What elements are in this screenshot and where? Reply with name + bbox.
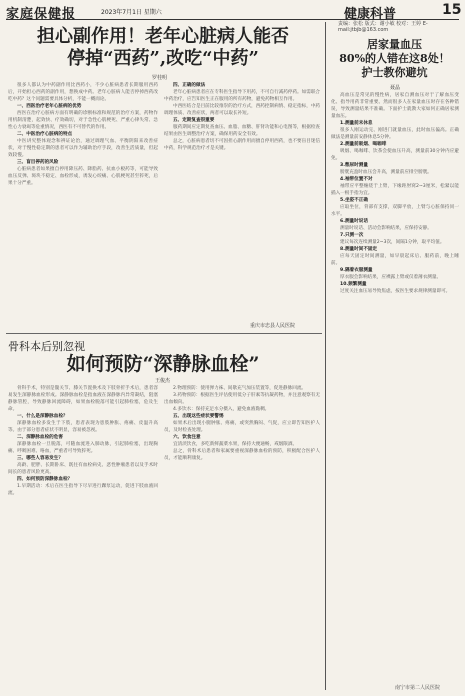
subheading: 三、盲目停药的风险 [17,160,59,165]
article2-kicker: 骨科本后别忽视 [8,340,85,353]
subheading: 4.袖带位置不对 [340,177,373,182]
article3-title-line1: 居家量血压 [367,38,422,51]
paragraph: 深静脉血栓一旦脱落，可随血流进入肺动脉，引起肺栓塞，出现胸痛、呼吸困难、咯血，严重者可导致猝死。 [8,442,158,454]
article2-column1 [8,385,158,689]
paragraph: 很多人都认为中药副作用比西药小，不少心脏病患者长期服用西药后，开始担心西药的副作用，想换成中药。老年心脏病人能否停掉西药改吃中药？这个问题需要具体分析，不能一概而论。 [8,83,158,102]
subheading: 四、如何预防深静脉血栓？ [17,477,73,482]
newspaper-name: 家庭保健报 [6,7,77,22]
paragraph: 骨科手术，特别是髋关节、膝关节置换术及下肢骨折手术后，患者容易发生深静脉血栓形成。深静脉血栓是指血液在深静脉内异常凝结，阻塞静脉管腔，导致静脉回流障碍，如果血栓脱落可能引起肺栓塞，危及生命。 [8,386,158,412]
article1-title-line2: 停掉“西药”,改吃“中药” [67,48,259,69]
paragraph: 中西医结合是目前比较推崇的治疗方式，西药控制病情、稳定指标，中药调理体质、改善症状，两者可以取长补短。 [164,104,320,116]
article3-source: 南宁市第二人民医院 [395,685,441,691]
subheading: 7.只测一次 [340,233,364,238]
subheading: 8.测量时间不固定 [340,247,378,252]
paragraph: 心脏病患者如果擅自停用降压药、降脂药、抗血小板药等，可能导致血压反弹、斑块不稳定、血栓形成，诱发心绞痛、心肌梗死甚至猝死，后果十分严重。 [8,167,158,186]
subheading: 三、哪些人容易发生？ [17,456,63,461]
paragraph: 应取坐位，背部有支撑，双脚平放，上臂与心脏保持同一水平。 [331,205,459,217]
article1-author: 罗桂明 [152,75,168,81]
paragraph: 测量时说话、活动会影响结果，应保持安静。 [340,226,432,231]
section-rule [6,333,322,334]
page-number: 15 [442,2,462,18]
paragraph: 3.药物预防：根据医生评估使用低分子肝素等抗凝药物，并注意观察有无出血倾向。 [164,393,320,405]
paragraph: 深静脉血栓多发生于下肢，患者表现为患肢肿胀、疼痛、皮温升高等。由于部分患者症状不明显，容易被忽视。 [8,421,158,433]
paragraph: 膀胱充盈时血压会升高，测量前应排空膀胱。 [340,170,432,175]
article1-column2 [164,82,320,318]
paragraph: 袖带应平整缠绕于上臂，下缘距肘窝2~3厘米，松紧以能插入一根手指为宜。 [331,184,459,196]
editor-line: 责编：张松 版式：谢小敏 校对：王婷 E-mail:jtbjb@163.com [338,21,428,33]
article1-headline [6,26,320,70]
subheading: 六、饮食注意 [173,435,201,440]
subheading: 四、正确的做法 [173,83,206,88]
subheading: 二、深静脉血栓的危害 [17,435,63,440]
subheading: 9.隔着衣服测量 [340,268,373,273]
paragraph: 过度关注血压易导致焦虑，按医生要求规律测量即可。 [340,289,451,294]
subheading: 五、出现这些症状要警惕 [173,414,224,419]
column-divider [325,22,326,690]
paragraph: 高血压是常见的慢性病，居家自测血压对于了解血压变化、指导用药非常重要。然而很多人在家量血压时存在各种错误，导致测量结果不准确。下面护士就教大家如何正确居家测量血压。 [331,93,459,119]
article2-headline: 如何预防“深静脉血栓” [66,353,260,375]
article2-author: 王俊杰 [155,378,171,384]
paragraph: 1.早期活动：术后在医生指导下尽早进行踝泵运动，促进下肢血液回流。 [8,484,158,496]
paragraph: 总之，心脏病患者切不可因担心副作用而擅自停用西药，也不要盲目迷信中药，科学规范治疗才是关键。 [164,139,320,151]
subheading: 3.憋尿时测量 [340,163,368,168]
article3-author: 聂晶 [390,85,401,91]
article1-column1 [8,82,158,326]
page-header [6,2,462,22]
article3-body [331,92,459,680]
subheading: 5.坐姿不正确 [340,198,368,203]
paragraph: 西医在治疗心脏病方面有明确的诊断标准和规范的治疗方案，药物作用机制清楚，起效快、疗效确切，对于急性心肌梗死、严重心律失常、急性心力衰竭等危重情况，西医有不可替代的作用。 [8,111,158,130]
paragraph: 服药期间应定期复查血压、血脂、血糖、肝肾功能和心电图等，根据检查结果由医生调整治疗方案，确保用药安全有效。 [164,125,320,137]
paragraph: 如果术后出现小腿肿胀、疼痛，或突然胸闷、气促，应立即告知医护人员，及时检查处理。 [164,421,320,433]
paragraph: 中医讲究整体观念和辨证论治，通过调理气血、平衡阴阳来改善症状，对于慢性稳定期的患者可以作为辅助治疗手段，改善生活质量，但起效较慢。 [8,139,158,158]
article1-source: 重庆市忠县人民医院 [250,323,296,329]
paragraph: 2.物理预防：使用弹力袜、间歇充气加压装置等，促进静脉回流。 [173,386,307,391]
paragraph: 老年心脏病患者应在专科医生指导下用药，不可自行减药停药。如需联合中药治疗，应告知医生正在服用的所有药物，避免药物相互作用。 [164,90,320,102]
article3-title-line2: 80%的人错在这8处！ [339,52,450,65]
paragraph: 宜清淡饮食，多吃新鲜蔬菜水果，保持大便通畅，戒烟限酒。 [173,442,298,447]
subheading: 二、中医治疗心脏病的特点 [17,132,73,137]
subheading: 1.测量前未休息 [340,121,373,126]
paragraph: 很多人刚运动完、刚进门就量血压，此时血压偏高。正确做法是测量前安静休息5分钟。 [331,128,459,140]
paragraph: 应每天固定时间测量，如早晨起床后、服药前，晚上睡前。 [331,254,459,266]
subheading: 2.测量前吸烟、喝咖啡 [340,142,387,147]
paragraph: 总之，骨科术后患者和家属要重视深静脉血栓的预防，积极配合医护人员，才能顺利康复。 [164,449,320,461]
article1-title-line1: 担心副作用！老年心脏病人能否 [37,26,289,47]
section-name: 健康科普 [344,7,397,22]
article2-column2 [164,385,320,689]
subheading: 6.测量时说话 [340,219,368,224]
paragraph: 高龄、肥胖、长期卧床、既往有血栓病史、恶性肿瘤患者以及手术时间长的患者风险更高。 [8,463,158,475]
paragraph: 厚衣服会影响结果，应裸露上臂或仅着薄衣测量。 [340,275,442,280]
paragraph: 4.多饮水：保持充足水分摄入，避免血液黏稠。 [173,407,270,412]
subheading: 一、西医治疗老年心脏病的优势 [17,104,82,109]
paragraph: 吸烟、喝咖啡、饮茶会使血压升高，测量前30分钟内应避免。 [331,149,459,161]
article3-headline [330,38,459,80]
article3-title-line3: 护士教你避坑 [361,66,428,79]
subheading: 10.频繁测量 [340,282,367,287]
paragraph: 建议每次连续测量2~3次，间隔1分钟，取平均值。 [340,240,445,245]
subheading: 五、定期复查很重要 [173,118,215,123]
issue-date: 2023年7月1日 星期六 [101,9,162,16]
subheading: 一、什么是深静脉血栓？ [17,414,68,419]
